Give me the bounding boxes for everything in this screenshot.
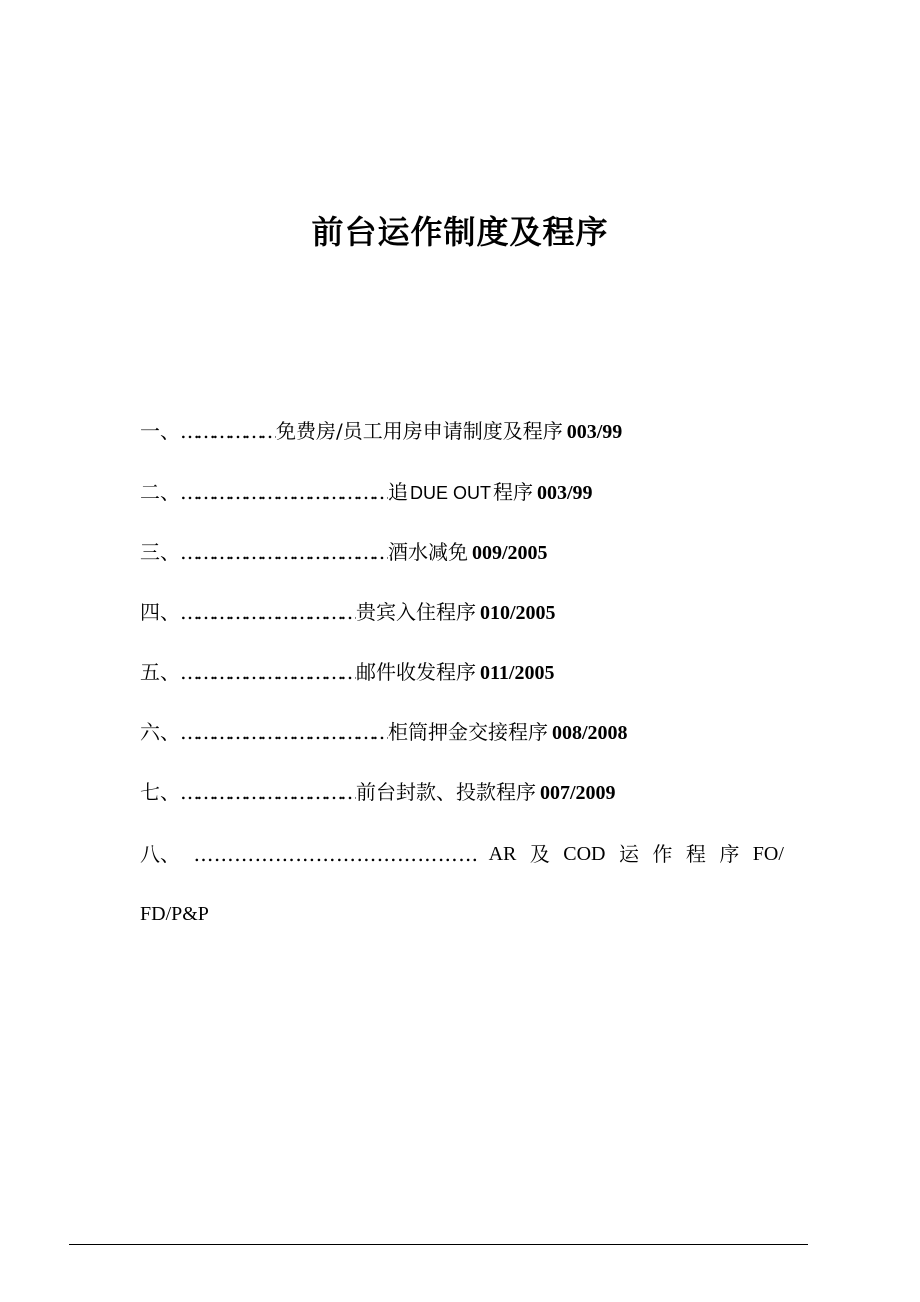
- toc-item-number: 三、: [140, 540, 180, 564]
- toc-item-1: [140, 415, 622, 447]
- toc-leader-dots: … … … … … … … … … … … … … …: [193, 842, 476, 866]
- toc-item-number: 二、: [140, 480, 180, 504]
- toc-leader-dots: ……………………………: [180, 660, 356, 684]
- toc-item-label-suffix: 程序: [493, 480, 533, 504]
- toc-item-code: 007/2009: [540, 782, 616, 804]
- toc-item-number: 六、: [140, 720, 180, 744]
- toc-item-number: 五、: [140, 660, 180, 684]
- toc-item-3: [140, 536, 548, 568]
- toc-leader-dots: ……………………………: [180, 780, 356, 804]
- toc-item-5: [140, 656, 554, 688]
- toc-item-token: AR: [488, 843, 517, 865]
- toc-item-6: [140, 716, 628, 748]
- footer-rule: [69, 1244, 808, 1245]
- toc-item-label-latin: DUE OUT: [410, 483, 491, 503]
- toc-item-label: 酒水减免: [388, 540, 468, 564]
- toc-item-2: [140, 476, 593, 508]
- toc-item-number: 一、: [140, 419, 180, 443]
- toc-item-8-continuation: FD/P&P: [140, 903, 209, 925]
- toc-item-label: 免费房/员工用房申请制度及程序: [276, 419, 563, 443]
- toc-item-code: 009/2005: [472, 542, 548, 564]
- toc-item-token: 序: [719, 842, 740, 866]
- toc-item-8: [140, 838, 784, 870]
- toc-leader-dots: …………………………………: [180, 540, 388, 564]
- toc-item-code: 008/2008: [552, 722, 628, 744]
- toc-item-label: 前台封款、投款程序: [356, 780, 536, 804]
- toc-item-number: 四、: [140, 600, 180, 624]
- toc-leader-dots: ………………: [180, 419, 276, 443]
- toc-item-label-prefix: 追: [388, 480, 408, 504]
- toc-item-token: 及: [529, 842, 550, 866]
- toc-item-label: 邮件收发程序: [356, 660, 476, 684]
- toc-item-number: 七、: [140, 780, 180, 804]
- toc-item-token: 运: [618, 842, 639, 866]
- toc-item-7: [140, 776, 616, 808]
- toc-item-label: 贵宾入住程序: [356, 600, 476, 624]
- toc-leader-dots: …………………………………: [180, 720, 388, 744]
- table-of-contents: [140, 0, 800, 1302]
- toc-item-label: 柜筒押金交接程序: [388, 720, 548, 744]
- toc-item-token: 程: [685, 842, 706, 866]
- toc-item-code: 003/99: [566, 421, 623, 443]
- toc-item-code: 011/2005: [480, 662, 555, 684]
- document-title: 前台运作制度及程序: [311, 213, 609, 251]
- toc-item-code: 010/2005: [480, 602, 556, 624]
- toc-item-token: FO/: [752, 843, 784, 865]
- toc-leader-dots: ……………………………: [180, 600, 356, 624]
- toc-item-4: [140, 596, 556, 628]
- toc-item-code: 003/99: [537, 482, 593, 504]
- toc-item-token: COD: [563, 843, 606, 865]
- toc-item-token: 作: [652, 842, 673, 866]
- toc-leader-dots: …………………………………: [180, 480, 388, 504]
- toc-item-number: 八、: [140, 842, 180, 866]
